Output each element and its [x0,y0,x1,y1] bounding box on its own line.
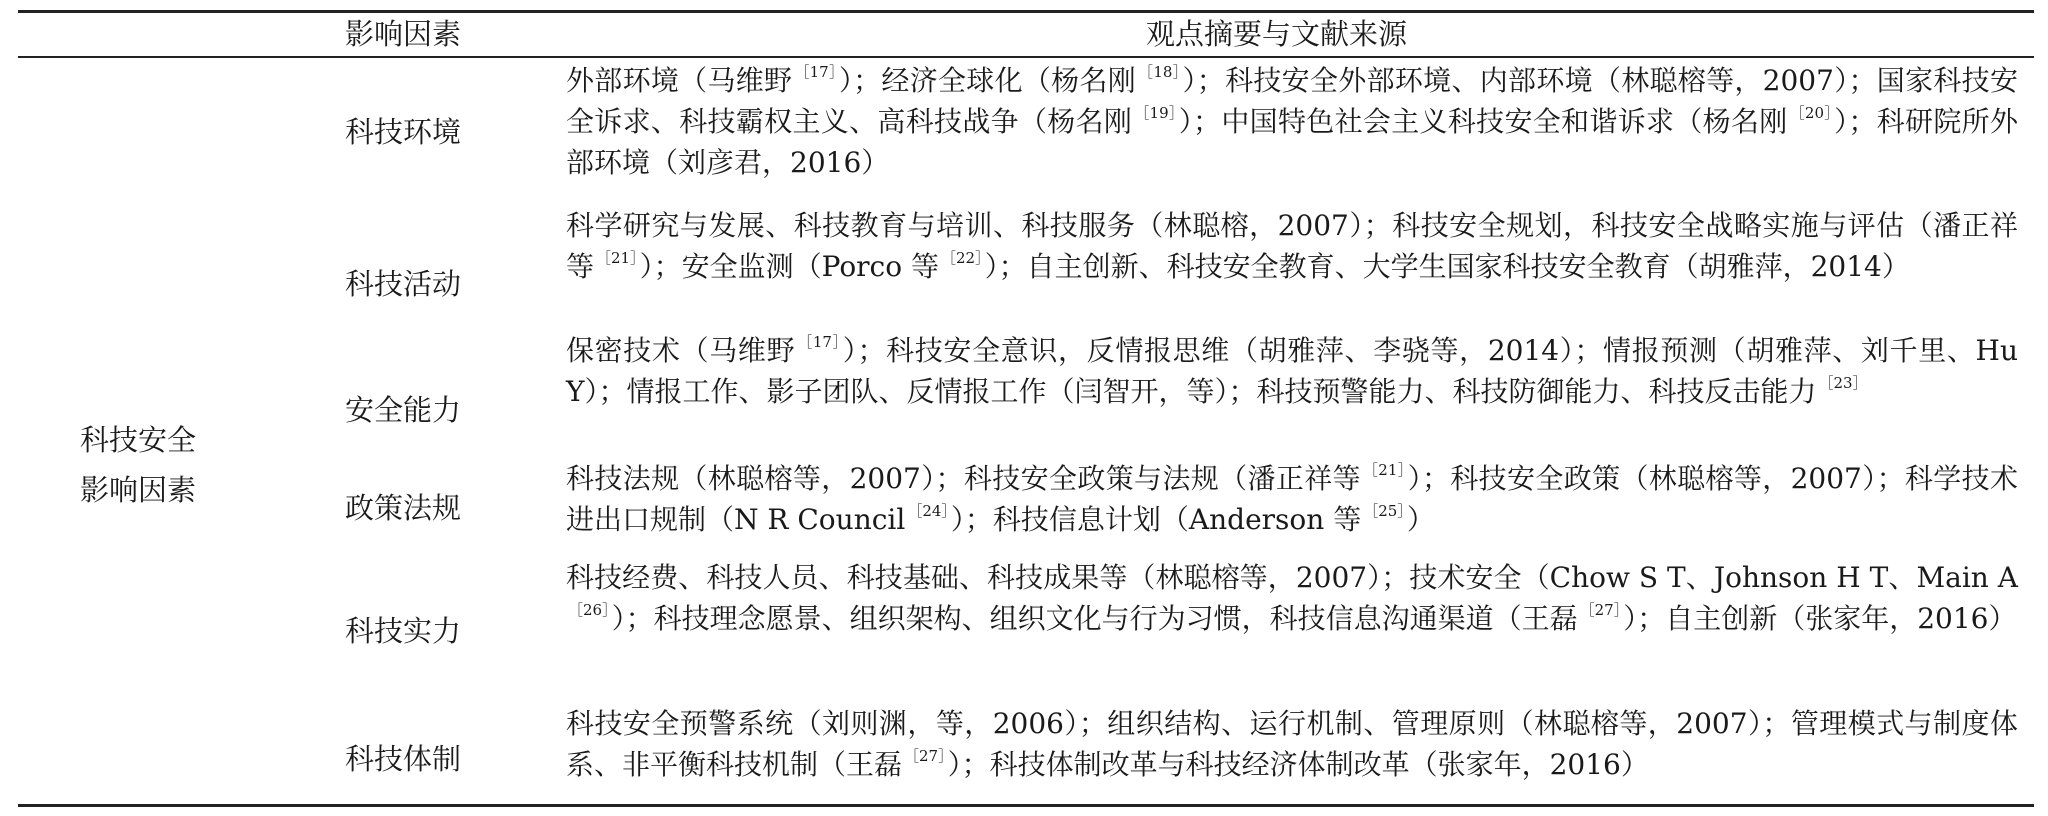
summary-text: 科技法规（林聪榕等，2007）；科技安全政策与法规（潘正祥等 [566,462,1361,495]
row-factor: 政策法规 [345,491,462,525]
row-factor: 科技实力 [345,614,462,648]
citation-ref: ［19］ [1134,104,1177,122]
row-factor: 安全能力 [345,393,462,427]
summary-text: ）；中国特色社会主义科技安全和谐诉求（杨名刚 [1178,105,1788,138]
summary-text: ）；自主创新（张家年，2016） [1623,602,2017,635]
header-factor: 影响因素 [345,17,462,51]
group-label [80,415,250,515]
citation-ref: ［17］ [797,333,841,351]
summary-text: ）；科技信息计划（Anderson 等 [950,503,1362,536]
table-header-rule [18,56,2034,58]
row-factor: 科技体制 [345,742,462,776]
summary-text: ）；科技体制改革与科技经济体制改革（张家年，2016） [947,748,1649,781]
citation-ref: ［20］ [1789,104,1833,122]
citation-ref: ［21］ [1362,461,1406,479]
summary-text: 科技安全预警系统（刘则渊，等，2006）；组织结构、运行机制、管理原则（林聪榕等，2007）；管理模式与制度体系、非平衡科技机制（王磊 [566,707,2018,781]
row-factor: 科技环境 [345,115,462,149]
header-summary: 观点摘要与文献来源 [1146,17,1408,51]
summary-text: ）；科技理念愿景、组织架构、组织文化与行为习惯，科技信息沟通渠道（王磊 [611,602,1578,635]
citation-ref: ［27］ [904,747,946,765]
summary-text: ）；科技安全政策（林聪榕等，2007）；科学技术进出口规制（N R Council [566,462,2019,536]
group-label-line2: 影响因素 [80,473,197,507]
group-label-line1: 科技安全 [80,423,197,457]
citation-ref: ［21］ [596,249,638,267]
summary-text: ）；自主创新、科技安全教育、大学生国家科技安全教育（胡雅萍，2014） [984,250,1910,283]
citation-ref: ［23］ [1818,374,1868,392]
summary-text: ）；科技安全外部环境、内部环境（林聪榕等，2007）；国家科技安全诉求、科技霸权主义、高科技战争（杨名刚 [566,64,2018,138]
row-summary [566,557,2018,639]
citation-ref: ［22］ [941,249,983,267]
summary-text: 科学研究与发展、科技教育与培训、科技服务（林聪榕，2007）；科技安全规划，科技安全战略实施与评估（潘正祥等 [566,209,2018,283]
citation-ref: ［26］ [568,601,610,619]
citation-ref: ［24］ [907,502,949,520]
summary-text: 外部环境（马维野 [566,64,793,97]
row-summary [566,330,2018,412]
row-summary [566,60,2018,183]
row-summary [566,205,2018,287]
citation-ref: ［17］ [794,63,837,81]
citation-ref: ［18］ [1138,63,1181,81]
summary-text: 科技经费、科技人员、科技基础、科技成果等（林聪榕等，2007）；技术安全（Chow S T、Johnson H T、Main A [566,561,2018,594]
citation-ref: ［27］ [1579,601,1622,619]
summary-text: ）；科研院所外部环境（刘彦君，2016） [566,105,2018,179]
summary-text: ）；科技安全意识，反情报思维（胡雅萍、李骁等，2014）；情报预测（胡雅萍、刘千里、Hu Y）；情报工作、影子团队、反情报工作（闫智开，等）；科技预警能力、科技防御能力、科技反击能力 [566,334,2018,408]
row-summary [566,703,2018,785]
table-top-rule [18,10,2034,13]
summary-text: 保密技术（马维野 [566,334,796,367]
summary-text: ）；经济全球化（杨名刚 [838,64,1137,97]
citation-ref: ［25］ [1363,502,1405,520]
summary-text: ）；安全监测（Porco 等 [639,250,939,283]
summary-text: ） [1406,503,1435,536]
table-bottom-rule [18,804,2034,807]
row-factor: 科技活动 [345,267,462,301]
row-summary [566,458,2018,540]
